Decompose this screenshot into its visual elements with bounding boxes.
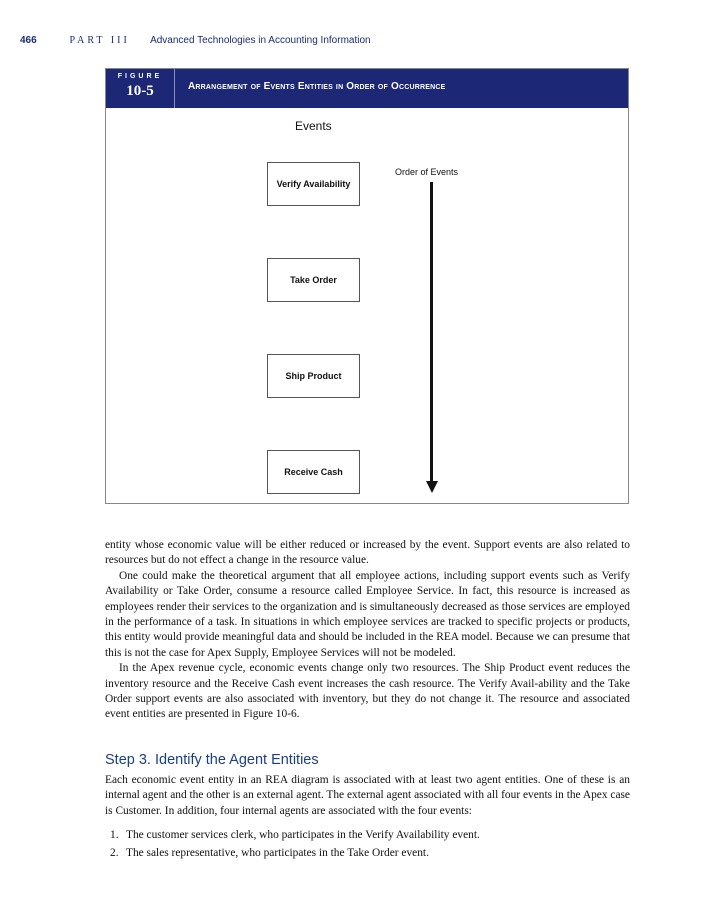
page-number: 466 — [20, 35, 37, 46]
event-box-verify-availability: Verify Availability — [267, 162, 360, 206]
figure-10-5 — [105, 68, 629, 504]
body-section — [105, 538, 630, 723]
event-box-ship-product: Ship Product — [267, 354, 360, 398]
figure-label — [106, 69, 175, 108]
agent-list — [110, 826, 630, 862]
figure-number: 10-5 — [126, 83, 154, 99]
paragraph: entity whose economic value will be either reduced or increased by the event. Support events are also related to resources but do not effect a change in the resource value. — [105, 539, 630, 567]
running-title: Advanced Technologies in Accounting Information — [150, 35, 371, 46]
arrow-down-icon — [426, 481, 438, 493]
section-heading: Step 3. Identify the Agent Entities — [105, 752, 319, 768]
event-box-take-order: Take Order — [267, 258, 360, 302]
figure-title: Arrangement of Events Entities in Order of Occurrence — [188, 81, 446, 92]
order-of-events-label: Order of Events — [395, 167, 459, 177]
running-head — [20, 35, 371, 49]
list-item-text: The customer services clerk, who participates in the Verify Availability event. — [126, 829, 480, 841]
paragraph: Each economic event entity in an REA diagram is associated with at least two agent entities. One of these is an internal agent and the other is an external agent. The external agent associated with all four events in the Apex case is Customer. In addition, four internal agents are associated with the four events: — [105, 774, 630, 817]
paragraph: One could make the theoretical argument that all employee actions, including support events such as Verify Availability or Take Order, consume a resource called Employee Service. In fact, this resource is increased as employees render their services to the organization and is simultaneously decreased as those services are employed in the performance of a task. In situations in which employee services are tracked to specific projects or products, this entity would provide meaningful data and should be included in the REA model. Because we can presume that this is not the case for Apex Supply, Employee Services will not be modeled. — [105, 569, 630, 659]
figure-word: FIGURE — [117, 73, 163, 80]
list-item — [110, 826, 630, 844]
events-label: Events — [295, 119, 332, 133]
paragraph: In the Apex revenue cycle, economic events change only two resources. The Ship Product event reduces the inventory resource and the Receive Cash event increases the cash resource. The Verify Avail-ability and the Take Order support events are also associated with inventory, but they do not change it. The resource and associated event entities are presented in Figure 10-6. — [105, 662, 630, 721]
event-box-receive-cash: Receive Cash — [267, 450, 360, 494]
list-item-number: 2. — [110, 847, 119, 859]
paragraph-after-heading — [105, 773, 630, 819]
list-item-number: 1. — [110, 829, 119, 841]
list-item — [110, 844, 630, 862]
list-item-text: The sales representative, who participates in the Take Order event. — [126, 847, 429, 859]
part-label: PART III — [69, 35, 130, 46]
order-arrow-line — [430, 182, 433, 482]
figure-header — [106, 69, 628, 108]
